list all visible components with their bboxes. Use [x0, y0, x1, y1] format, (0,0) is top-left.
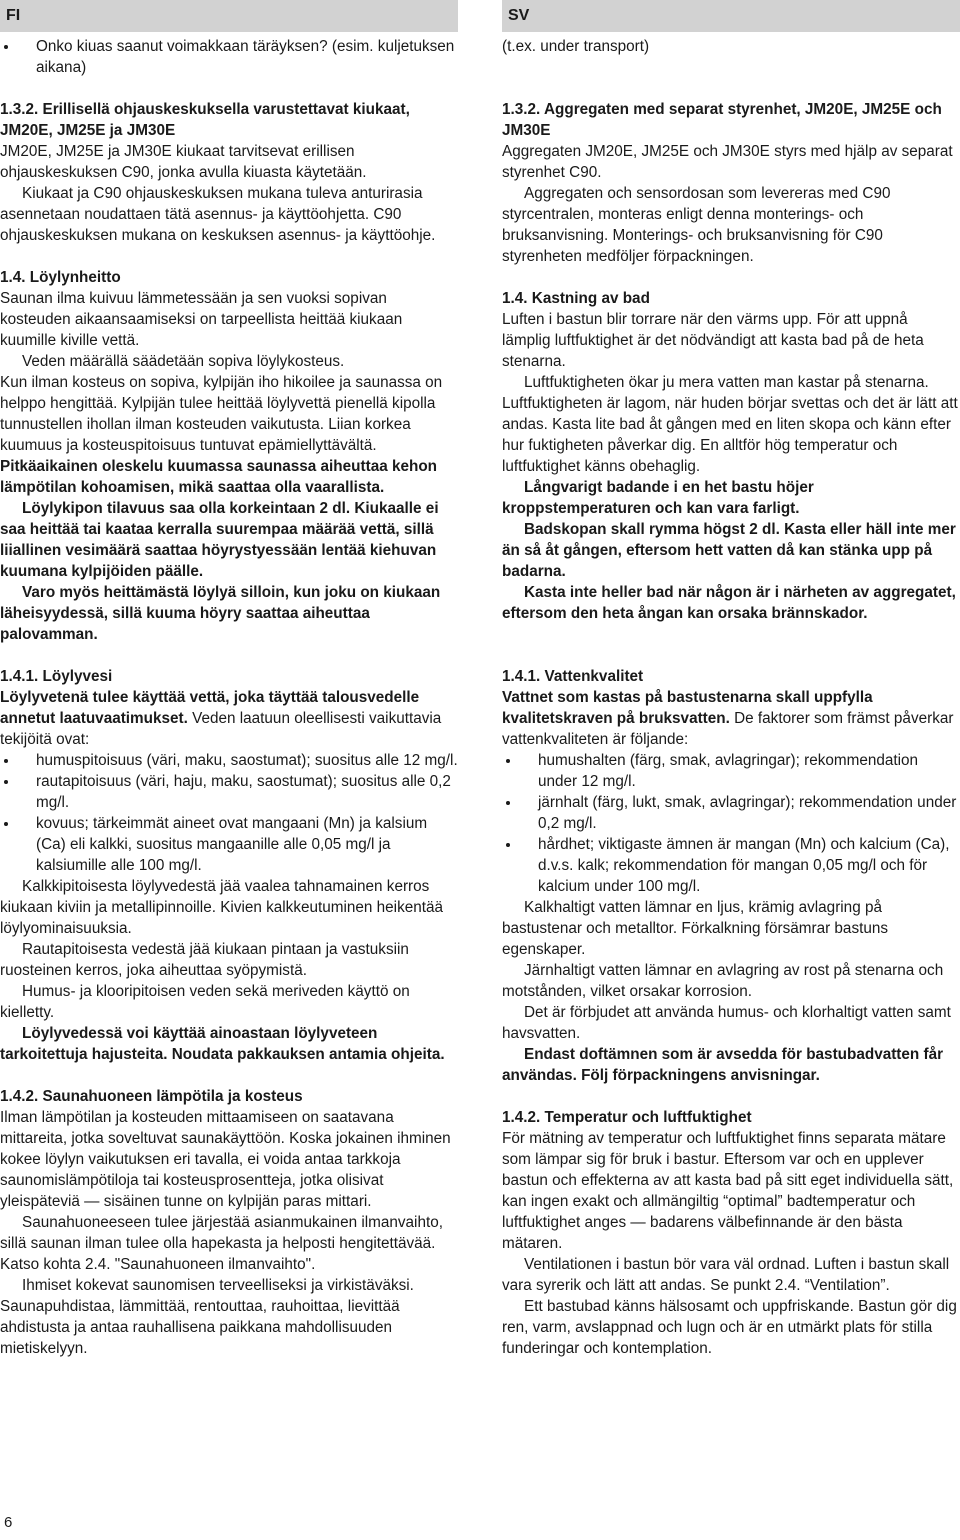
warning-paragraph: Endast doftämnen som är avsedda för bastubadvatten får användas. Följ förpackningens anvisningar. [502, 1046, 944, 1084]
page-number: 6 [4, 1514, 13, 1531]
warning-paragraph: Badskopan skall rymma högst 2 dl. Kasta eller häll inte mer än så åt gången, eftersom hett vatten då kan stänka upp på badarna. [502, 521, 956, 580]
paragraph: Järnhaltigt vatten lämnar en avlagring av rost på stenarna och motstånden, vilket orsakar korrosion. [502, 962, 944, 1000]
section-heading-1-4-2: 1.4.2. Saunahuoneen lämpötila ja kosteus [0, 1088, 303, 1105]
bullet-icon [0, 813, 36, 876]
paragraph: Luften i bastun blir torrare när den värms upp. För att uppnå lämplig luftfuktighet är det nödvändigt att kasta bad på de heta stenarna. [502, 311, 924, 370]
warning-paragraph: Löylyvedessä voi käyttää ainoastaan löylyveteen tarkoitettuja hajusteita. Noudata pakkauksen antamia ohjeita. [0, 1025, 445, 1063]
list-item: järnhalt (färg, lukt, smak, avlagringar); rekommendation under 0,2 mg/l. [502, 792, 960, 834]
paragraph: Löylyvetenä tulee käyttää vettä, joka täyttää talousvedelle annetut laatuvaatimukset. Veden laatuun oleellisesti vaikuttavia tekijöitä ovat: [0, 689, 442, 748]
bullet-icon [0, 36, 36, 78]
paragraph: JM20E, JM25E ja JM30E kiukaat tarvitsevat erillisen ohjauskeskuksen C90, jonka avulla kiuasta käytetään. [0, 143, 367, 181]
paragraph: Kun ilman kosteus on sopiva, kylpijän iho hikoilee ja saunassa on helppo hengittää. Kylpijän tulee heittää löylyvettä pienellä kipolla tunnustellen ihollan ilman kosteuden vaikutusta. Liian korkea kuumuus ja kosteuspitoisuus tuntuvat epämiellyttävältä. [0, 374, 443, 454]
list-item: humuspitoisuus (väri, maku, saostumat); suositus alle 12 mg/l. [0, 750, 458, 771]
paragraph: Ilman lämpötilan ja kosteuden mittaamiseen on saatavana mittareita, jotka soveltuvat saunakäyttöön. Koska jokainen ihminen kokee löylyn vaikutuksen eri tavalla, ei voida antaa tarkkoja saunomislämpötiloja tai kosteusprosentteja, jotka olisivat yleispäteviä — sisäinen tunne on kylpijän paras mittari. [0, 1109, 451, 1210]
language-tab-fi: FI [0, 0, 458, 32]
paragraph: Veden määrällä säädetään sopiva löylykosteus. [22, 353, 345, 370]
paragraph: Humus- ja klooripitoisen veden sekä meriveden käyttö on kielletty. [0, 983, 410, 1021]
bullet-icon [0, 771, 36, 813]
finnish-column [0, 0, 458, 1359]
section-heading-1-3-2: 1.3.2. Aggregaten med separat styrenhet, JM20E, JM25E och JM30E [502, 101, 942, 139]
section-heading-1-4-2: 1.4.2. Temperatur och luftfuktighet [502, 1109, 752, 1126]
warning-paragraph: Varo myös heittämästä löylyä silloin, kun joku on kiukaan läheisyydessä, sillä kuuma höyry saattaa aiheuttaa palovamman. [0, 584, 441, 643]
section-heading-1-4: 1.4. Kastning av bad [502, 290, 650, 307]
section-heading-1-4-1: 1.4.1. Löylyvesi [0, 668, 113, 685]
warning-paragraph: Kasta inte heller bad när någon är i närheten av aggregatet, eftersom den heta ångan kan orsaka brännskador. [502, 584, 956, 622]
paragraph: Ett bastubad känns hälsosamt och uppfriskande. Bastun gör dig ren, varm, avslappnad och lugn och är en utmärkt plats för stilla funderingar och kontemplation. [502, 1298, 957, 1357]
paragraph: Saunan ilma kuivuu lämmetessään ja sen vuoksi sopivan kosteuden aikaansaamiseksi on tarpeellista heittää kiukaan kuumille kiville vettä. [0, 290, 403, 349]
paragraph: Ihmiset kokevat saunomisen terveelliseksi ja virkistäväksi. Saunapuhdistaa, lämmittää, rentouttaa, rauhoittaa, lievittää ahdistusta ja antaa rauhallisena paikkana mahdollisuuden mietiskelyyn. [0, 1277, 414, 1357]
list-item: rautapitoisuus (väri, haju, maku, saostumat); suositus alle 0,2 mg/l. [0, 771, 458, 813]
bullet-icon [502, 834, 538, 897]
paragraph: (t.ex. under transport) [502, 38, 650, 55]
paragraph: Vattnet som kastas på bastustenarna skall uppfylla kvalitetskraven på bruksvatten. De faktorer som främst påverkar vattenkvaliteten är följande: [502, 689, 954, 748]
paragraph: Saunahuoneeseen tulee järjestää asianmukainen ilmanvaihto, sillä saunan ilman tulee olla hapekasta ja helposti hengitettävää. Katso kohta 2.4. "Saunahuoneen ilmanvaihto". [0, 1214, 443, 1273]
list-item: hårdhet; viktigaste ämnen är mangan (Mn) och kalcium (Ca), d.v.s. kalk; rekommendation för mangan 0,05 mg/l och för kalcium under 100 mg/l. [502, 834, 960, 897]
bullet-icon [0, 750, 36, 771]
list-item: Onko kiuas saanut voimakkaan täräyksen? (esim. kuljetuksen aikana) [0, 36, 458, 78]
paragraph: Det är förbjudet att använda humus- och klorhaltigt vatten samt havsvatten. [502, 1004, 951, 1042]
paragraph: Aggregaten och sensordosan som levereras med C90 styrcentralen, monteras enligt denna monterings- och bruksanvisning. Monterings- och bruksanvisning för C90 styrenheten medföljer förpackningen. [502, 185, 891, 265]
section-heading-1-4: 1.4. Löylynheitto [0, 269, 121, 286]
paragraph: För mätning av temperatur och luftfuktighet finns separata mätare som lämpar sig för bruk i bastur. Eftersom var och en upplever bastun och effekterna av att kasta bad på sitt eget individuella sätt, kan ingen exakt och allmängiltig “optimal” badtemperatur och luftfuktighet anges — badarens välbefinnande är den bästa mätaren. [502, 1130, 954, 1252]
swedish-column [502, 0, 960, 1359]
section-heading-1-4-1: 1.4.1. Vattenkvalitet [502, 668, 644, 685]
paragraph: Ventilationen i bastun bör vara väl ordnad. Luften i bastun skall vara syrerik och lätt att andas. Se punkt 2.4. “Ventilation”. [502, 1256, 950, 1294]
warning-paragraph: Löylykipon tilavuus saa olla korkeintaan 2 dl. Kiukaalle ei saa heittää tai kaataa kerralla suurempaa määrää vettä, sillä liiallinen vesimäärä saattaa höyrystyessään lentää kiehuvan kuumana kylpijöiden päälle. [0, 500, 439, 580]
section-heading-1-3-2: 1.3.2. Erillisellä ohjauskeskuksella varustettavat kiukaat, JM20E, JM25E ja JM30E [0, 101, 410, 139]
list-item: humushalten (färg, smak, avlagringar); rekommendation under 12 mg/l. [502, 750, 960, 792]
warning-paragraph: Långvarigt badande i en het bastu höjer kroppstemperaturen och kan vara farligt. [502, 479, 814, 517]
paragraph: Aggregaten JM20E, JM25E och JM30E styrs med hjälp av separat styrenhet C90. [502, 143, 953, 181]
language-tab-sv: SV [502, 0, 960, 32]
bullet-icon [502, 792, 538, 834]
warning-paragraph: Pitkäaikainen oleskelu kuumassa saunassa aiheuttaa kehon lämpötilan kohoamisen, mikä saattaa olla vaarallista. [0, 458, 438, 496]
paragraph: Kiukaat ja C90 ohjauskeskuksen mukana tuleva anturirasia asennetaan noudattaen tätä asennus- ja käyttöohjetta. C90 ohjauskeskuksen mukana on keskuksen asennus- ja käyttöohje. [0, 185, 436, 244]
bullet-icon [502, 750, 538, 792]
paragraph: Rautapitoisesta vedestä jää kiukaan pintaan ja vastuksiin ruosteinen kerros, joka aiheuttaa syöpymistä. [0, 941, 409, 979]
list-item: kovuus; tärkeimmät aineet ovat mangaani (Mn) ja kalsium (Ca) eli kalkki, suositus mangaanille alle 0,05 mg/l ja kalsiumille alle 100 mg/l. [0, 813, 458, 876]
paragraph: Kalkkipitoisesta löylyvedestä jää vaalea tahnamainen kerros kiukaan kiviin ja metallipinnoille. Kivien kalkkeutuminen heikentää löylyominaisuuksia. [0, 878, 444, 937]
paragraph: Kalkhaltigt vatten lämnar en ljus, krämig avlagring på bastustenar och metalltor. Förkalkning försämrar bastuns egenskaper. [502, 899, 888, 958]
paragraph: Luftfuktigheten ökar ju mera vatten man kastar på stenarna. Luftfuktigheten är lagom, när huden börjar svettas och det är lätt att andas. Kasta lite bad åt gången med en liten skopa och känn efter hur fuktigheten påverkar dig. En alltför hög temperatur och luftfuktighet känns obehaglig. [502, 374, 958, 475]
